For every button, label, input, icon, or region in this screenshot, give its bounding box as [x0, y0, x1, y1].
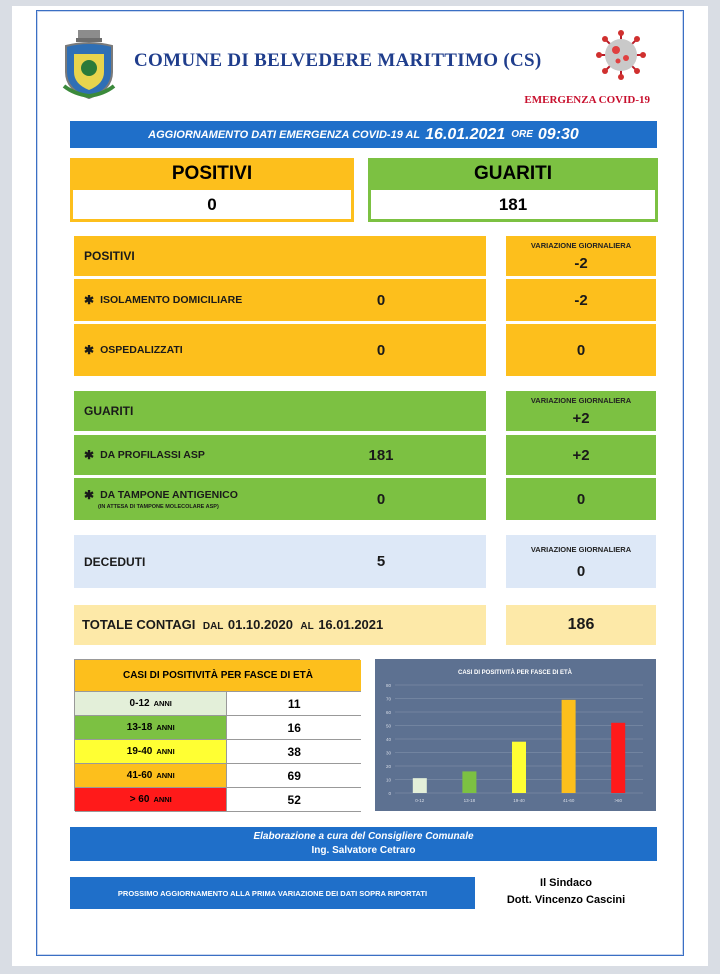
- age-range: 0-12: [129, 698, 150, 709]
- coat-of-arms-logo: [60, 28, 118, 100]
- positivi-section-title: [74, 236, 486, 276]
- guariti-summary-value: 181: [498, 194, 528, 214]
- chart-xtick-label: 0-12: [415, 798, 425, 803]
- age-unit: ANNI: [156, 747, 175, 756]
- age-range: 13-18: [126, 722, 153, 733]
- age-value: 52: [226, 788, 361, 812]
- asterisk-icon: ✱: [84, 343, 95, 357]
- positivi-row-ospedalizzati-variation: [506, 324, 656, 376]
- chart-bar: [562, 700, 576, 793]
- positivi-summary-value: 0: [207, 194, 217, 214]
- deceduti-value: 5: [376, 553, 386, 570]
- age-table-header: [75, 660, 361, 692]
- update-banner: [70, 121, 657, 148]
- row-label: OSPEDALIZZATI: [100, 344, 183, 356]
- totale-row: [74, 605, 486, 645]
- mayor-title: Il Sindaco: [540, 877, 592, 889]
- chart-xtick-label: 19-40: [513, 798, 525, 803]
- chart-bar: [413, 778, 427, 793]
- row-note: (IN ATTESA DI TAMPONE MOLECOLARE ASP): [98, 504, 219, 510]
- guariti-variation-label: VARIAZIONE GIORNALIERA: [530, 396, 632, 405]
- coronavirus-icon: [596, 30, 646, 80]
- age-range-cell: [75, 692, 226, 716]
- age-table-row: [75, 764, 361, 788]
- guariti-row-profilassi: [74, 435, 486, 475]
- totale-from-prefix: DAL: [202, 621, 224, 632]
- row-value: 0: [376, 291, 386, 309]
- age-range: > 60: [129, 794, 150, 805]
- guariti-variation-box: [506, 391, 656, 431]
- guariti-summary-value-box: [368, 190, 658, 222]
- chart-xtick-label: >60: [614, 798, 623, 803]
- age-table-row: [75, 740, 361, 764]
- age-unit: ANNI: [156, 723, 175, 732]
- row-label: DA TAMPONE ANTIGENICO: [100, 489, 238, 501]
- row-variation: 0: [576, 490, 586, 508]
- age-range-cell: [75, 764, 226, 788]
- guariti-summary-label: GUARITI: [473, 163, 553, 184]
- page-title: COMUNE DI BELVEDERE MARITTIMO (CS): [134, 50, 542, 71]
- positivi-section-label: POSITIVI: [84, 249, 135, 263]
- age-value: 38: [226, 740, 361, 764]
- totale-from-date: 01.10.2020: [227, 617, 293, 632]
- emergency-label: EMERGENZA COVID-19: [524, 94, 650, 106]
- totale-to-prefix: AL: [300, 621, 314, 632]
- guariti-summary-header: [368, 158, 658, 190]
- deceduti-variation-label: VARIAZIONE GIORNALIERA: [530, 545, 632, 554]
- chart-ytick-label: 70: [385, 696, 391, 702]
- row-label: DA PROFILASSI ASP: [100, 449, 205, 461]
- chart-bar: [462, 771, 476, 793]
- totale-to-date: 16.01.2021: [318, 617, 384, 632]
- deceduti-row: [74, 535, 486, 588]
- age-table-row: [75, 692, 361, 716]
- mayor-name: Dott. Vincenzo Cascini: [506, 894, 626, 906]
- guariti-variation-value: +2: [572, 410, 590, 427]
- chart-ytick-label: 50: [385, 723, 391, 729]
- positivi-variation-box: [506, 236, 656, 276]
- deceduti-variation-box: [506, 535, 656, 588]
- chart-bar: [611, 723, 625, 793]
- positivi-row-ospedalizzati: [74, 324, 486, 376]
- age-table-row: [75, 716, 361, 740]
- age-range: 41-60: [126, 770, 153, 781]
- update-time: 09:30: [537, 125, 579, 143]
- chart-xtick-label: 41-60: [562, 798, 575, 803]
- age-table-title: CASI DI POSITIVITÀ PER FASCE DI ETÀ: [122, 670, 314, 681]
- age-range-cell: [75, 740, 226, 764]
- totale-label: TOTALE CONTAGI: [82, 617, 196, 632]
- deceduti-variation-value: 0: [576, 563, 586, 580]
- guariti-row-tampone: [74, 478, 486, 520]
- asterisk-icon: ✱: [84, 293, 95, 307]
- age-table: [74, 659, 360, 811]
- age-range: 19-40: [126, 746, 153, 757]
- update-prefix: AGGIORNAMENTO DATI EMERGENZA COVID-19 AL: [148, 128, 421, 141]
- chart-ytick-label: 40: [385, 736, 391, 742]
- positivi-summary-value-box: [70, 190, 354, 222]
- chart-bar: [512, 742, 526, 793]
- guariti-section-title: [74, 391, 486, 431]
- chart-xtick-label: 13-18: [463, 798, 476, 803]
- next-update-text: PROSSIMO AGGIORNAMENTO ALLA PRIMA VARIAZIONE DEI DATI SOPRA RIPORTATI: [117, 888, 428, 898]
- chart-ytick-label: 10: [385, 777, 391, 783]
- positivi-summary-header: [70, 158, 354, 190]
- age-value: 69: [226, 764, 361, 788]
- guariti-row-tampone-variation: [506, 478, 656, 520]
- chart-ytick-label: 20: [385, 763, 391, 769]
- age-table-row: [75, 788, 361, 812]
- deceduti-label: DECEDUTI: [84, 554, 146, 569]
- row-value: 0: [376, 341, 386, 359]
- age-chart-svg: [375, 659, 656, 811]
- guariti-row-profilassi-variation: [506, 435, 656, 475]
- positivi-row-isolamento: [74, 279, 486, 321]
- update-date: 16.01.2021: [425, 125, 506, 143]
- mayor-signature: [480, 877, 652, 906]
- age-value: 16: [226, 716, 361, 740]
- age-unit: ANNI: [153, 795, 172, 804]
- positivi-variation-label: VARIAZIONE GIORNALIERA: [530, 241, 632, 250]
- age-unit: ANNI: [153, 699, 172, 708]
- chart-ytick-label: 30: [385, 750, 391, 756]
- credit-line2: Ing. Salvatore Cetraro: [311, 845, 416, 856]
- update-time-prefix: ORE: [511, 129, 533, 140]
- chart-ytick-label: 60: [385, 709, 391, 715]
- row-variation: 0: [576, 341, 586, 359]
- age-range-cell: [75, 788, 226, 812]
- row-value: 0: [376, 490, 386, 508]
- positivi-row-isolamento-variation: [506, 279, 656, 321]
- asterisk-icon: ✱: [84, 448, 95, 462]
- totale-value-box: [506, 605, 656, 645]
- age-value: 11: [226, 692, 361, 716]
- row-variation: +2: [572, 446, 590, 464]
- positivi-summary-label: POSITIVI: [171, 163, 253, 184]
- totale-value: 186: [567, 616, 595, 633]
- guariti-section-label: GUARITI: [84, 404, 134, 418]
- row-value: 181: [368, 446, 394, 464]
- chart-ytick-label: 80: [385, 682, 391, 688]
- credit-line1: Elaborazione a cura del Consigliere Comunale: [253, 831, 474, 842]
- chart-title: CASI DI POSITIVITÀ PER FASCE DI ETÀ: [457, 670, 573, 676]
- chart-ytick-label: 0: [388, 790, 391, 796]
- next-update-banner: [70, 877, 475, 909]
- positivi-variation-value: -2: [574, 255, 588, 272]
- age-chart: [375, 659, 656, 811]
- age-unit: ANNI: [156, 771, 175, 780]
- age-range-cell: [75, 716, 226, 740]
- row-variation: -2: [574, 291, 588, 309]
- credit-banner: [70, 827, 657, 861]
- asterisk-icon: ✱: [84, 488, 95, 502]
- row-label: ISOLAMENTO DOMICILIARE: [100, 294, 243, 306]
